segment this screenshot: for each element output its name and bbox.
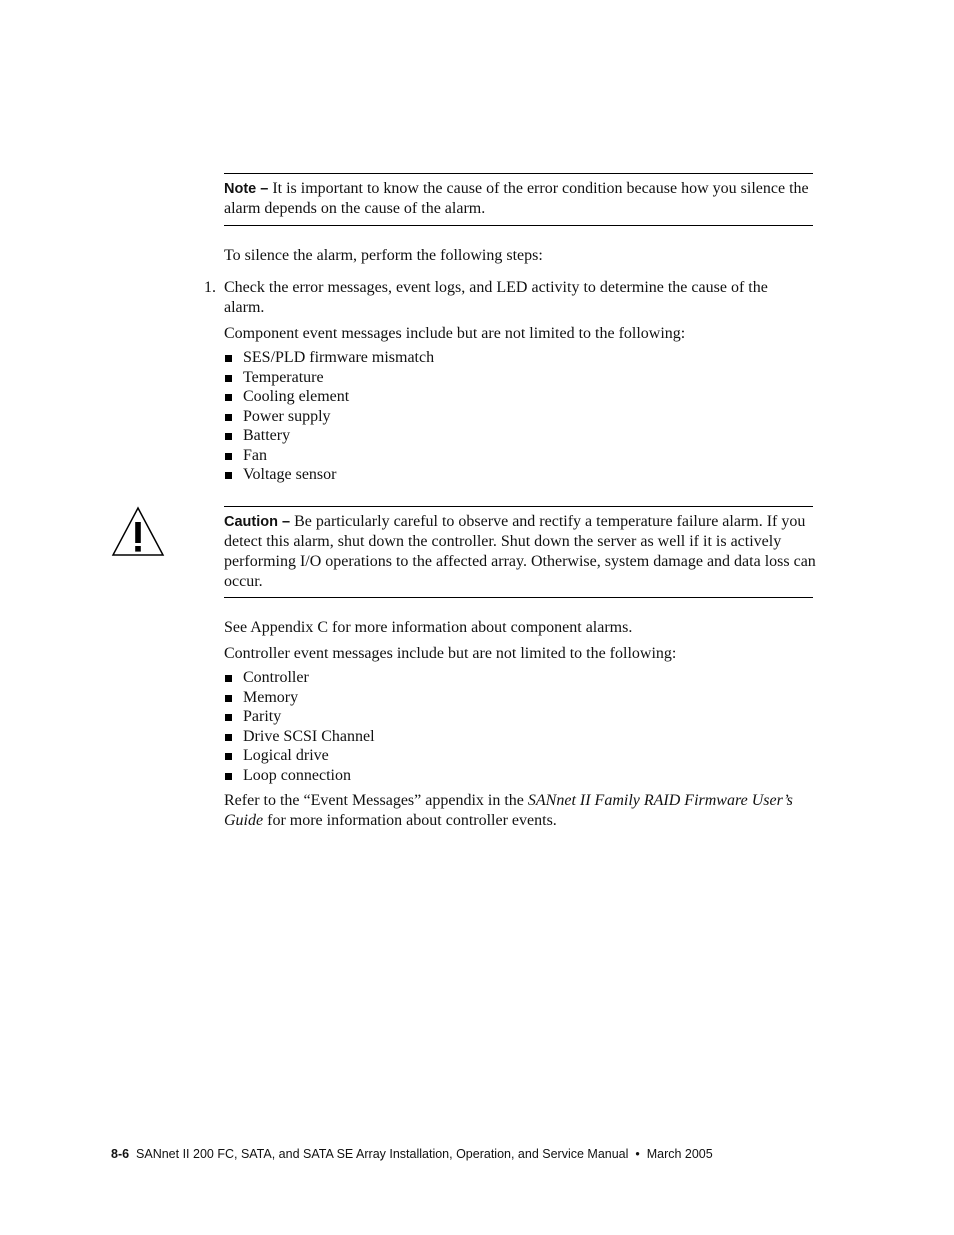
note-label: Note – — [224, 181, 269, 197]
step-text: Check the error messages, event logs, and LED activity to determine the cause of the alarm. — [224, 279, 768, 316]
caution-block — [224, 512, 816, 592]
note-bottom-rule — [224, 225, 813, 226]
list-item: Cooling element — [224, 387, 434, 407]
list-item: Parity — [224, 707, 375, 727]
caution-top-rule — [224, 506, 813, 507]
appendix-reference: See Appendix C for more information about component alarms. — [224, 619, 633, 636]
page-footer — [111, 1146, 713, 1162]
footer-title: SANnet II 200 FC, SATA, and SATA SE Array Installation, Operation, and Service Manual — [136, 1147, 629, 1161]
bullet-square-icon — [225, 453, 232, 460]
bullet-square-icon — [225, 375, 232, 382]
caution-text: Be particularly careful to observe and rectify a temperature failure alarm. If you detect this alarm, shut down the controller. Shut down the server as well if it is actively performing I/O operations to the affected array. Otherwise, system damage and data loss can occur. — [224, 513, 816, 590]
component-list — [224, 348, 434, 485]
list-item: Memory — [224, 688, 375, 708]
footer-separator: • — [635, 1147, 640, 1161]
bullet-square-icon — [225, 753, 232, 760]
bullet-square-icon — [225, 675, 232, 682]
list-item: Loop connection — [224, 766, 375, 786]
bullet-square-icon — [225, 695, 232, 702]
caution-label: Caution – — [224, 514, 291, 530]
list-item: Voltage sensor — [224, 465, 434, 485]
note-text: It is important to know the cause of the error condition because how you silence the alarm depends on the cause of the alarm. — [224, 180, 809, 217]
guide-title: SANnet II Family RAID Firmware User’s Guide — [224, 792, 793, 829]
controller-intro: Controller event messages include but are not limited to the following: — [224, 645, 677, 662]
list-item: Battery — [224, 426, 434, 446]
controller-list — [224, 668, 375, 785]
list-item: SES/PLD firmware mismatch — [224, 348, 434, 368]
bullet-square-icon — [225, 734, 232, 741]
bullet-square-icon — [225, 414, 232, 421]
intro-paragraph: To silence the alarm, perform the following steps: — [224, 247, 543, 264]
step-number: 1. — [204, 279, 216, 296]
refer-paragraph: Refer to the “Event Messages” appendix in the SANnet II Family RAID Firmware User’s Guide for more information about controller events. — [224, 792, 793, 829]
page-number: 8-6 — [111, 1147, 130, 1161]
bullet-square-icon — [225, 472, 232, 479]
bullet-square-icon — [225, 355, 232, 362]
footer-date: March 2005 — [646, 1147, 713, 1161]
list-item: Controller — [224, 668, 375, 688]
component-intro: Component event messages include but are not limited to the following: — [224, 325, 686, 342]
bullet-square-icon — [225, 394, 232, 401]
list-item: Logical drive — [224, 746, 375, 766]
bullet-square-icon — [225, 773, 232, 780]
bullet-square-icon — [225, 714, 232, 721]
list-item: Drive SCSI Channel — [224, 727, 375, 747]
warning-triangle-icon — [111, 506, 165, 556]
list-item: Temperature — [224, 368, 434, 388]
list-item: Power supply — [224, 407, 434, 427]
bullet-square-icon — [225, 433, 232, 440]
caution-bottom-rule — [224, 597, 813, 598]
list-item: Fan — [224, 446, 434, 466]
note-top-rule — [224, 173, 813, 174]
note-block — [224, 179, 814, 219]
